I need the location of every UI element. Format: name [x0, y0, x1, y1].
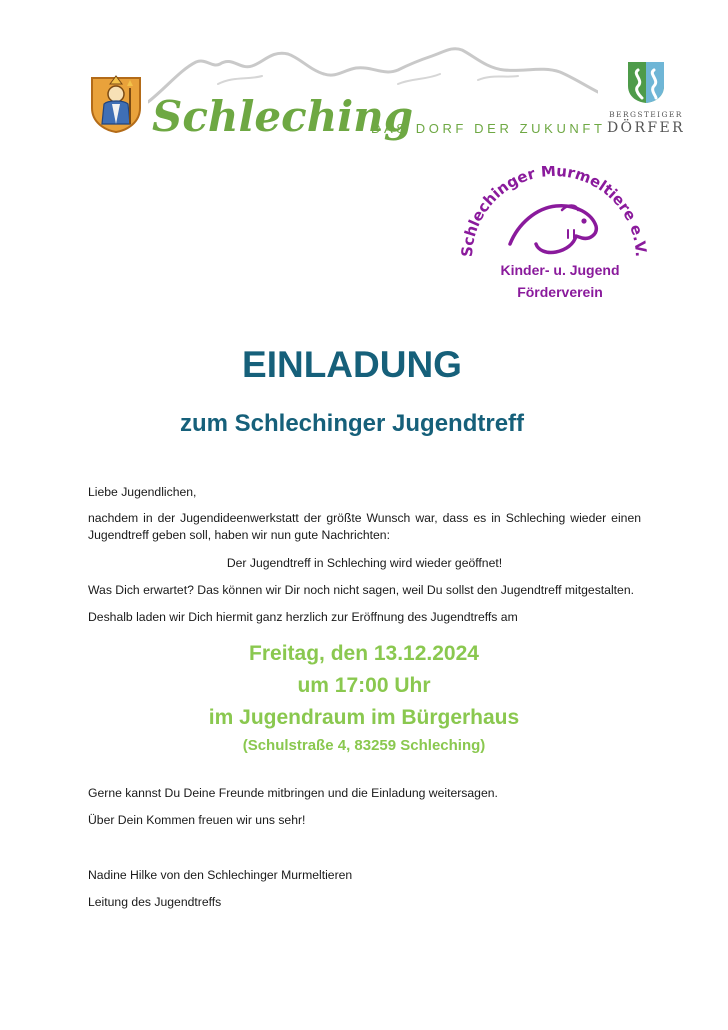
coat-of-arms-icon	[86, 74, 146, 134]
news-line: Der Jugendtreff in Schleching wird wieder geöffnet!	[226, 556, 503, 570]
page-header	[0, 0, 728, 170]
friends-paragraph: Gerne kannst Du Deine Freunde mitbringen und die Einladung weitersagen.	[88, 786, 498, 800]
brand-wordmark: Schleching	[152, 92, 414, 141]
expectation-paragraph: Was Dich erwartet? Das können wir Dir noch nicht sagen, weil Du sollst den Jugendtreff mitgestalten.	[88, 583, 634, 597]
partner-logo	[600, 60, 692, 136]
greeting-text: Liebe Jugendlichen,	[88, 485, 197, 499]
brand-tagline: DAS DORF DER ZUKUNFT	[371, 121, 606, 136]
partner-text-top: BERGSTEIGER	[609, 110, 683, 119]
club-line-2: Förderverein	[517, 284, 603, 300]
invitation-paragraph: Deshalb laden wir Dich hiermit ganz herzlich zur Eröffnung des Jugendtreffs am	[88, 610, 518, 624]
club-logo-arc	[458, 166, 648, 266]
page-subtitle: zum Schlechinger Jugendtreff	[179, 410, 525, 437]
event-time: um 17:00 Uhr	[297, 674, 431, 697]
signature-role: Leitung des Jugendtreffs	[88, 895, 222, 909]
club-logo	[458, 166, 648, 306]
thanks-paragraph: Über Dein Kommen freuen wir uns sehr!	[88, 813, 306, 827]
club-line-1: Kinder- u. Jugend	[500, 262, 620, 278]
event-date: Freitag, den 13.12.2024	[249, 642, 479, 665]
intro-paragraph: nachdem in der Jugendideenwerkstatt der größte Wunsch war, dass es in Schleching wieder einen Jugendtreff geben soll, haben wir nun gute Nachrichten:	[88, 511, 641, 542]
event-place: im Jugendraum im Bürgerhaus	[208, 706, 520, 729]
bergsteigerdoerfer-icon	[626, 60, 666, 104]
marmot-icon	[510, 206, 596, 253]
event-address: (Schulstraße 4, 83259 Schleching)	[242, 737, 486, 754]
signature-name: Nadine Hilke von den Schlechinger Murmeltieren	[88, 868, 353, 882]
partner-text-bottom: DÖRFER	[606, 120, 686, 136]
club-name-arc: Schlechinger Murmeltiere e.V	[458, 166, 648, 258]
page-title: EINLADUNG	[242, 344, 462, 385]
